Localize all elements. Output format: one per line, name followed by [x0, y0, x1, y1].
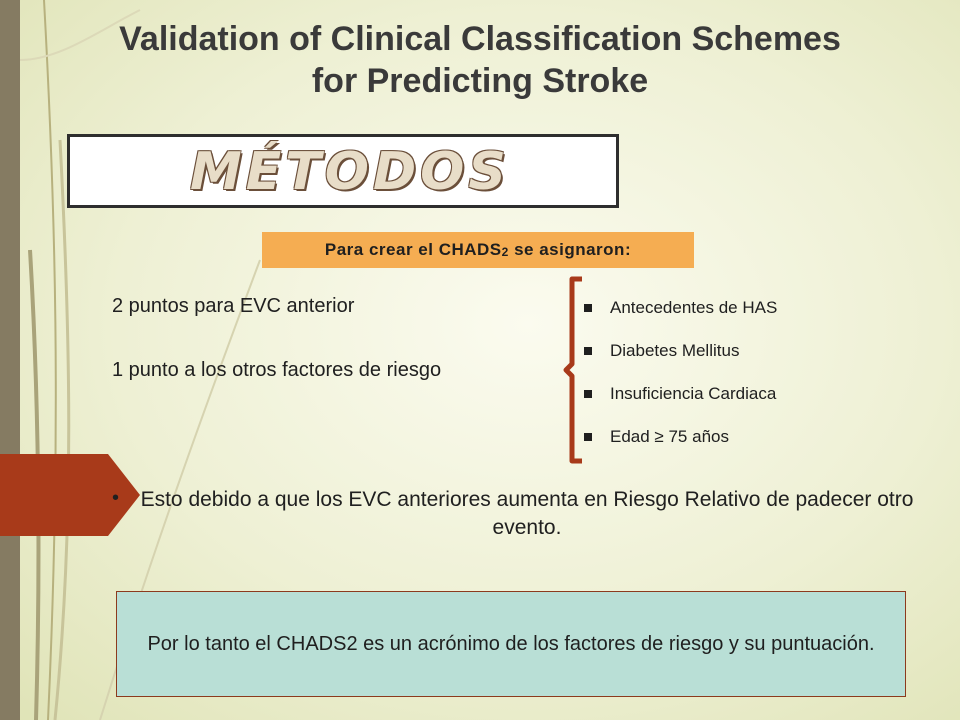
- list-item: [582, 382, 777, 425]
- list-item: [582, 296, 777, 339]
- section-heading: MÉTODOS: [190, 142, 510, 202]
- list-item: [582, 425, 777, 468]
- factor-label: Edad ≥ 75 años: [610, 427, 729, 446]
- bullet-icon: •: [112, 487, 120, 509]
- factor-label: Diabetes Mellitus: [610, 341, 740, 360]
- title-line-2: for Predicting Stroke: [311, 62, 649, 100]
- two-points-line: 2 puntos para EVC anterior: [112, 295, 355, 317]
- title-line-1: Validation of Clinical Classification Schemes: [119, 20, 841, 58]
- explanation-paragraph: Esto debido a que los EVC anteriores aumenta en Riesgo Relativo de padecer otro evento.: [140, 488, 914, 539]
- factor-label: Antecedentes de HAS: [610, 298, 778, 317]
- factor-label: Insuficiencia Cardiaca: [610, 384, 777, 403]
- square-bullet-icon: [584, 433, 592, 441]
- banner-suffix: se asignaron:: [508, 240, 632, 259]
- square-bullet-icon: [584, 390, 592, 398]
- chads2-banner: [262, 232, 694, 268]
- slide-title: [40, 18, 920, 102]
- square-bullet-icon: [584, 347, 592, 355]
- square-bullet-icon: [584, 304, 592, 312]
- banner-text: Para crear el CHADS: [324, 240, 502, 259]
- conclusion-box: [116, 591, 906, 697]
- one-point-line: 1 punto a los otros factores de riesgo: [112, 359, 442, 381]
- conclusion-text: Por lo tanto el CHADS2 es un acrónimo de los factores de riesgo y su puntuación.: [147, 633, 875, 655]
- list-item: [582, 339, 777, 382]
- banner-subscript: 2: [501, 245, 509, 259]
- risk-factor-list: [582, 296, 777, 468]
